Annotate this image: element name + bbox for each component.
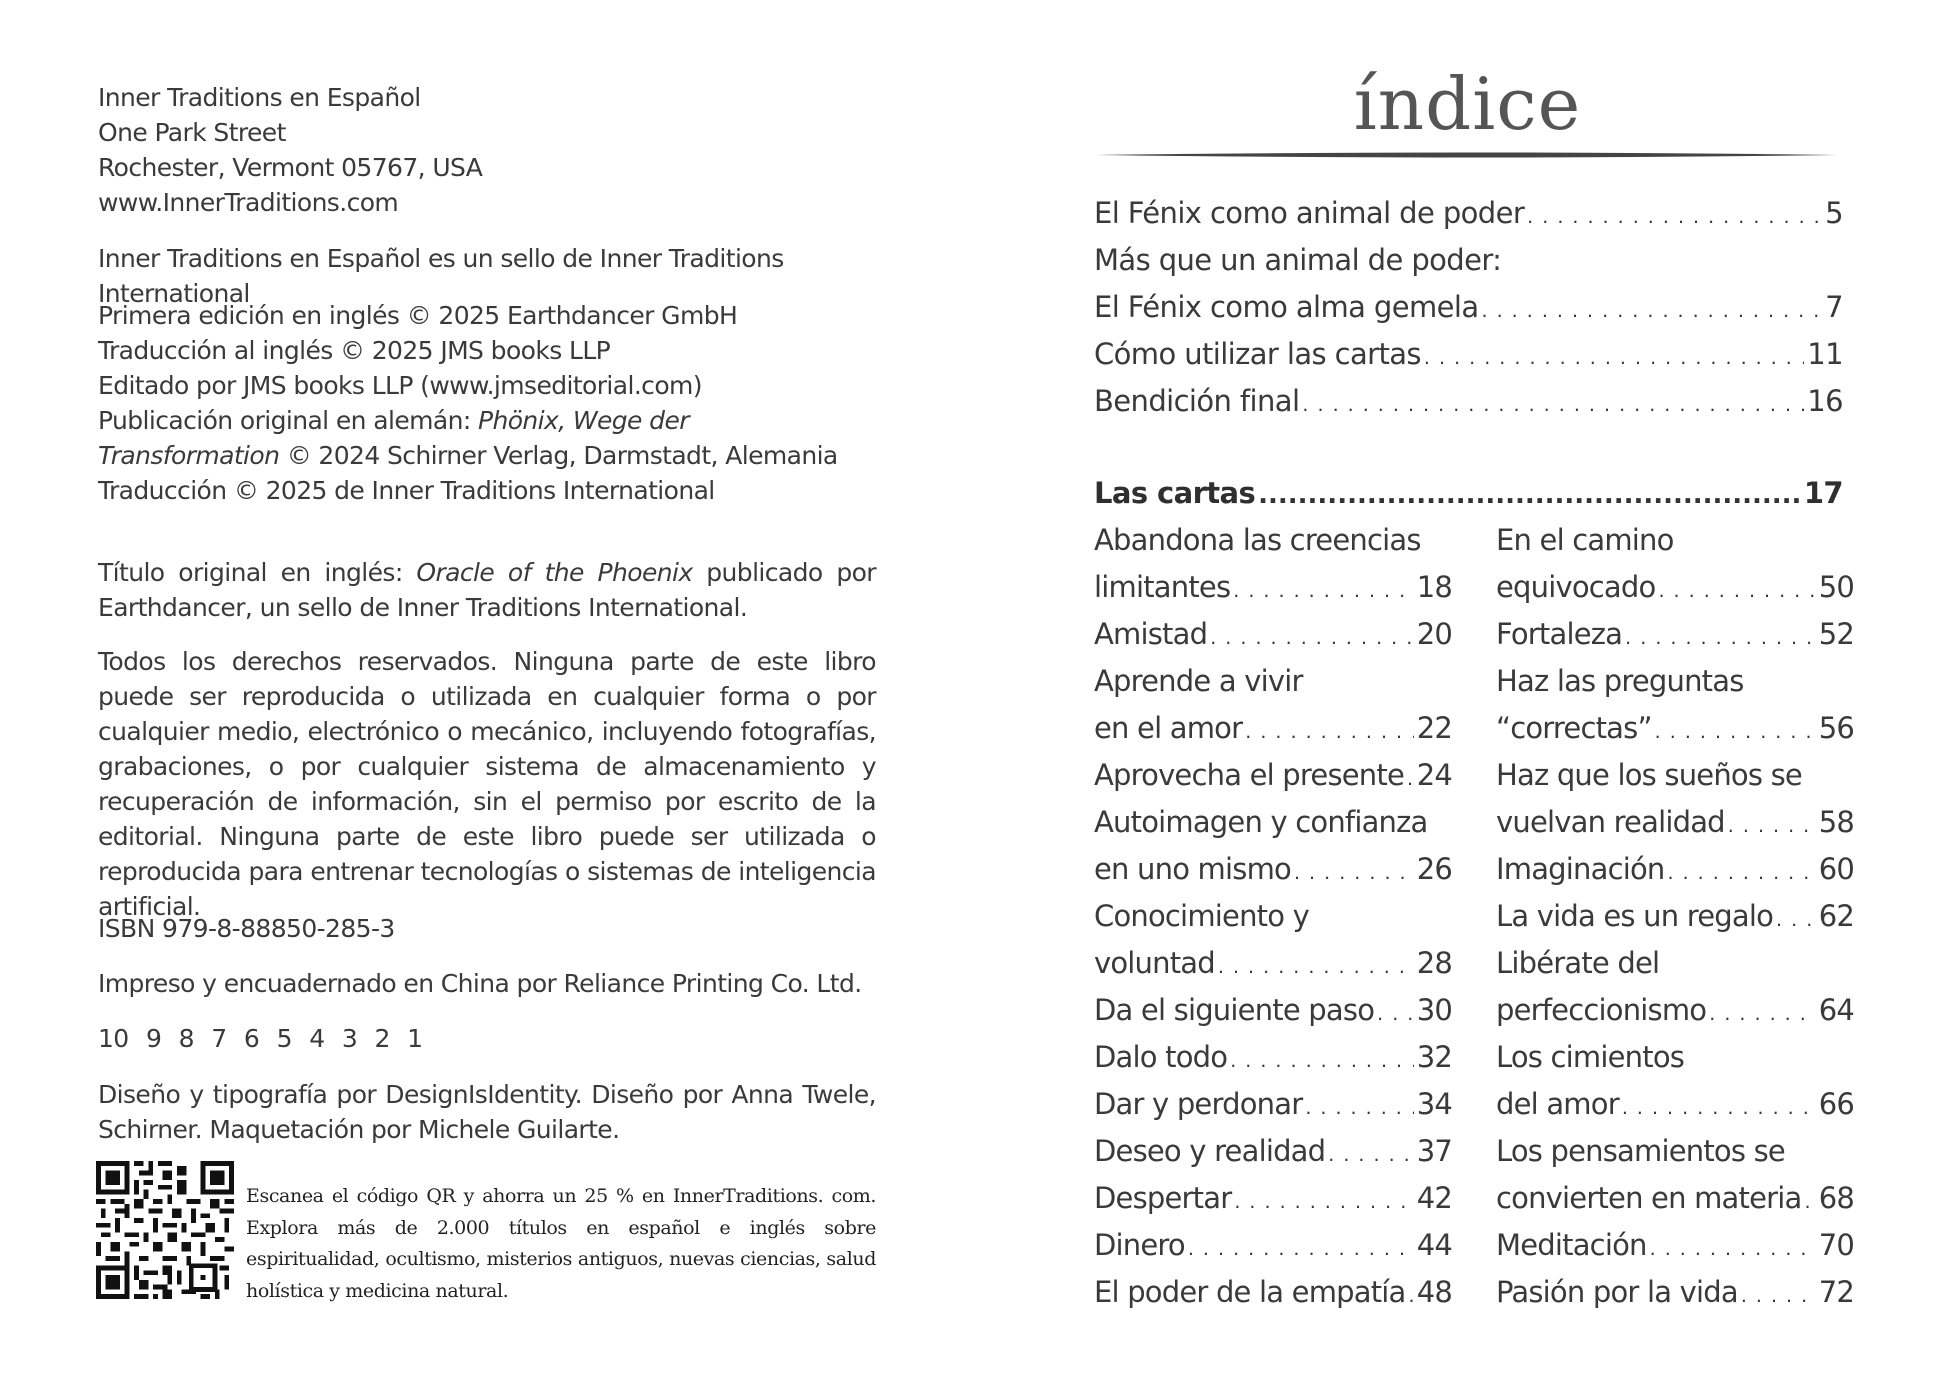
toc-entry[interactable] xyxy=(1094,564,1452,611)
toc-entry-page: 28 xyxy=(1416,946,1452,980)
toc-entry[interactable] xyxy=(1496,1128,1854,1175)
toc-entry-page: 30 xyxy=(1416,993,1452,1027)
address-line: www.InnerTraditions.com xyxy=(98,188,399,217)
edition-text: © 2024 Schirner Verlag, Darmstadt, Alemania xyxy=(279,441,838,470)
toc-entry[interactable] xyxy=(1094,987,1452,1034)
toc-entry[interactable] xyxy=(1094,893,1452,940)
original-title-italic: Transformation xyxy=(98,441,280,470)
edition-info xyxy=(98,298,876,508)
toc-entry-page: 62 xyxy=(1818,899,1854,933)
toc-entry-title: Conocimiento y xyxy=(1094,899,1309,933)
toc-entry-title: equivocado xyxy=(1496,570,1656,604)
toc-leader xyxy=(1668,850,1816,897)
toc-entry-title: El Fénix como alma gemela xyxy=(1094,290,1479,324)
toc-entry[interactable] xyxy=(1094,1081,1452,1128)
toc-leader xyxy=(1650,1226,1816,1273)
toc-entry-title: Da el siguiente paso xyxy=(1094,993,1375,1027)
toc-leader xyxy=(1218,944,1414,991)
toc-entry-title: Dalo todo xyxy=(1094,1040,1228,1074)
toc-entry[interactable] xyxy=(1496,893,1854,940)
toc-entry-page: 60 xyxy=(1818,852,1854,886)
title-prefix: Título original en inglés: xyxy=(98,558,417,587)
toc-entry-title: “correctas” xyxy=(1496,711,1652,745)
qr-code-icon[interactable] xyxy=(96,1161,234,1299)
toc-entry-page: 72 xyxy=(1818,1275,1854,1309)
toc-entry-page: 70 xyxy=(1818,1228,1854,1262)
toc-entry[interactable] xyxy=(1094,752,1452,799)
heading-divider xyxy=(1096,150,1838,160)
address-line: Inner Traditions en Español xyxy=(98,83,421,112)
toc-entry[interactable] xyxy=(1094,331,1843,378)
toc-leader xyxy=(1294,850,1414,897)
toc-leader xyxy=(1625,615,1816,662)
toc-entry-page: 18 xyxy=(1416,570,1452,604)
toc-entry[interactable] xyxy=(1094,190,1843,237)
toc-entry-title: Libérate del xyxy=(1496,946,1660,980)
toc-entry[interactable] xyxy=(1094,846,1452,893)
toc-entry-title: El Fénix como animal de poder xyxy=(1094,196,1525,230)
toc-entry-page: 20 xyxy=(1416,617,1452,651)
toc-leader xyxy=(1709,991,1815,1038)
imprint-note: Inner Traditions en Español es un sello de Inner Traditions International xyxy=(98,244,784,308)
toc-leader xyxy=(1409,1273,1414,1320)
cards-list-column-1 xyxy=(1094,517,1452,1316)
toc-entry[interactable] xyxy=(1496,940,1854,987)
toc-entry-title: voluntad xyxy=(1094,946,1215,980)
index-page xyxy=(978,0,1957,1395)
toc-entry-title: Autoimagen y confianza xyxy=(1094,805,1428,839)
toc-entry-title: Aprende a vivir xyxy=(1094,664,1303,698)
original-title-note xyxy=(98,555,876,625)
edition-text: Publicación original en alemán: xyxy=(98,406,478,435)
toc-entry-title: Fortaleza xyxy=(1496,617,1623,651)
toc-entry[interactable] xyxy=(1496,846,1854,893)
toc-entry-page: 66 xyxy=(1818,1087,1854,1121)
toc-entry[interactable] xyxy=(1496,705,1854,752)
toc-leader xyxy=(1188,1226,1414,1273)
toc-entry[interactable] xyxy=(1094,940,1452,987)
toc-entry[interactable] xyxy=(1496,987,1854,1034)
toc-leader xyxy=(1424,335,1804,382)
toc-leader xyxy=(1805,1179,1816,1226)
toc-entry-page: 42 xyxy=(1416,1181,1452,1215)
toc-entry-page: 34 xyxy=(1416,1087,1452,1121)
edition-line: Traducción al inglés © 2025 JMS books LLP xyxy=(98,336,611,365)
edition-line: Traducción © 2025 de Inner Traditions International xyxy=(98,476,715,505)
publisher-address xyxy=(98,80,876,220)
toc-leader xyxy=(1527,194,1822,241)
toc-entry-page: 64 xyxy=(1818,993,1854,1027)
toc-entry-title: Imaginación xyxy=(1496,852,1665,886)
toc-entry-title: Haz que los sueños se xyxy=(1496,758,1802,792)
toc-entry[interactable] xyxy=(1094,799,1452,846)
cards-list-column-2 xyxy=(1496,517,1854,1316)
original-title-italic: Phönix, Wege der xyxy=(477,406,689,435)
toc-entry-title: Amistad xyxy=(1094,617,1208,651)
edition-line xyxy=(98,438,876,473)
toc-entry-title: convierten en materia xyxy=(1496,1181,1802,1215)
toc-entry[interactable] xyxy=(1496,564,1854,611)
isbn: ISBN 979-8-88850-285-3 xyxy=(98,914,395,943)
toc-entry-title: Aprovecha el presente xyxy=(1094,758,1404,792)
toc-entry-page: 24 xyxy=(1416,758,1452,792)
toc-entry-title: Abandona las creencias xyxy=(1094,523,1421,557)
toc-leader xyxy=(1728,803,1816,850)
toc-leader xyxy=(1245,709,1413,756)
toc-leader xyxy=(1233,568,1413,615)
toc-leader xyxy=(1328,1132,1413,1179)
toc-entry[interactable] xyxy=(1496,658,1854,705)
index-heading: índice xyxy=(1353,62,1582,146)
toc-leader xyxy=(1655,709,1816,756)
toc-entry[interactable] xyxy=(1094,611,1452,658)
toc-entry[interactable] xyxy=(1496,1222,1854,1269)
toc-entry-page: 22 xyxy=(1416,711,1452,745)
toc-entry-page: 7 xyxy=(1825,290,1843,324)
toc-entry[interactable] xyxy=(1094,284,1843,331)
toc-entry-title: Los cimientos xyxy=(1496,1040,1685,1074)
toc-leader xyxy=(1776,897,1816,944)
toc-entry[interactable] xyxy=(1094,1128,1452,1175)
printing-info: Impreso y encuadernado en China por Reliance Printing Co. Ltd. xyxy=(98,969,862,998)
toc-leader xyxy=(1407,756,1414,803)
toc-entry[interactable] xyxy=(1094,237,1843,284)
toc-entry[interactable] xyxy=(1496,517,1854,564)
toc-entry-title: Dinero xyxy=(1094,1228,1185,1262)
toc-leader xyxy=(1234,1179,1413,1226)
toc-entry-title: Más que un animal de poder: xyxy=(1094,243,1502,277)
toc-entry[interactable] xyxy=(1496,799,1854,846)
toc-entry-page: 58 xyxy=(1818,805,1854,839)
toc-entry-page: 37 xyxy=(1416,1134,1452,1168)
toc-entry-page: 68 xyxy=(1818,1181,1854,1215)
toc-leader xyxy=(1258,472,1801,519)
toc-entry-title: Meditación xyxy=(1496,1228,1647,1262)
toc-entry-title: Despertar xyxy=(1094,1181,1232,1215)
toc-entry[interactable] xyxy=(1094,1034,1452,1081)
toc-entry-page: 52 xyxy=(1818,617,1854,651)
toc-entry-title: en uno mismo xyxy=(1094,852,1291,886)
toc-entry-page: 5 xyxy=(1825,196,1843,230)
toc-entry[interactable] xyxy=(1094,517,1452,564)
toc-section-title: Las cartas xyxy=(1094,476,1256,510)
toc-entry-title: vuelvan realidad xyxy=(1496,805,1725,839)
address-line: One Park Street xyxy=(98,118,286,147)
copyright-page xyxy=(0,0,978,1395)
toc-entry[interactable] xyxy=(1496,1269,1854,1316)
toc-entry[interactable] xyxy=(1094,1175,1452,1222)
toc-entry-page: 44 xyxy=(1416,1228,1452,1262)
table-of-contents xyxy=(1094,190,1843,425)
toc-entry-title: Bendición final xyxy=(1094,384,1300,418)
toc-entry[interactable] xyxy=(1496,1081,1854,1128)
title-suffix: publicado por Earthdancer, un sello de Inner Traditions International. xyxy=(98,558,876,622)
toc-leader xyxy=(1622,1085,1816,1132)
toc-entry-title: limitantes xyxy=(1094,570,1231,604)
toc-entry-title: El poder de la empatía xyxy=(1094,1275,1406,1309)
toc-entry-page: 48 xyxy=(1416,1275,1452,1309)
toc-entry-title: en el amor xyxy=(1094,711,1243,745)
toc-entry[interactable] xyxy=(1094,378,1843,425)
qr-promo-text: Escanea el código QR y ahorra un 25 % en InnerTraditions. com. Explora más de 2.000 títulos en español e inglés sobre espiritualidad, ocultismo, misterios antiguos, nuevas ciencias, salud holística y medicina natural. xyxy=(246,1185,876,1302)
toc-entry-page: 32 xyxy=(1416,1040,1452,1074)
address-line: Rochester, Vermont 05767, USA xyxy=(98,153,483,182)
toc-entry[interactable] xyxy=(1094,1269,1452,1316)
toc-entry-title: Pasión por la vida xyxy=(1496,1275,1738,1309)
toc-section-cartas[interactable] xyxy=(1094,470,1843,517)
design-credits: Diseño y tipografía por DesignIsIdentity. Diseño por Anna Twele, Schirner. Maquetación por Michele Guilarte. xyxy=(98,1080,876,1144)
rights-notice: Todos los derechos reservados. Ninguna parte de este libro puede ser reproducida o utilizada en cualquier forma o por cualquier medio, electrónico o mecánico, incluyendo fotografías, grabaciones, o por cualquier sistema de almacenamiento y recuperación de información, sin el permiso por escrito de la editorial. Ninguna parte de este libro puede ser utilizada o reproducida para entrenar tecnologías o sistemas de inteligencia artificial. xyxy=(98,647,876,921)
toc-entry-title: Dar y perdonar xyxy=(1094,1087,1303,1121)
title-italic: Oracle of the Phoenix xyxy=(416,558,693,587)
toc-entry[interactable] xyxy=(1094,658,1452,705)
toc-entry[interactable] xyxy=(1496,611,1854,658)
toc-entry-page: 50 xyxy=(1818,570,1854,604)
edition-line: Primera edición en inglés © 2025 Earthdancer GmbH xyxy=(98,301,738,330)
toc-entry-page: 56 xyxy=(1818,711,1854,745)
toc-entry-title: Haz las preguntas xyxy=(1496,664,1744,698)
toc-entry-page: 16 xyxy=(1807,384,1843,418)
toc-leader xyxy=(1230,1038,1414,1085)
toc-leader xyxy=(1658,568,1815,615)
toc-section-page: 17 xyxy=(1803,476,1843,510)
toc-entry-page: 11 xyxy=(1807,337,1843,371)
toc-leader xyxy=(1305,1085,1413,1132)
toc-entry-title: del amor xyxy=(1496,1087,1619,1121)
toc-entry[interactable] xyxy=(1094,705,1452,752)
toc-entry-title: Deseo y realidad xyxy=(1094,1134,1326,1168)
print-numbers: 10 9 8 7 6 5 4 3 2 1 xyxy=(98,1024,423,1053)
toc-entry[interactable] xyxy=(1094,1222,1452,1269)
toc-entry-title: Cómo utilizar las cartas xyxy=(1094,337,1421,371)
edition-line xyxy=(98,403,876,438)
toc-leader xyxy=(1377,991,1414,1038)
toc-leader xyxy=(1210,615,1413,662)
toc-entry[interactable] xyxy=(1496,1175,1854,1222)
toc-leader xyxy=(1482,288,1823,335)
toc-leader xyxy=(1302,382,1804,429)
toc-entry-page: 26 xyxy=(1416,852,1452,886)
edition-line: Editado por JMS books LLP (www.jmseditorial.com) xyxy=(98,371,702,400)
toc-entry-title: En el camino xyxy=(1496,523,1674,557)
toc-entry-title: perfeccionismo xyxy=(1496,993,1707,1027)
toc-leader xyxy=(1741,1273,1816,1320)
toc-section-row[interactable] xyxy=(1094,470,1843,517)
toc-entry-title: La vida es un regalo xyxy=(1496,899,1774,933)
toc-entry[interactable] xyxy=(1496,752,1854,799)
toc-entry[interactable] xyxy=(1496,1034,1854,1081)
toc-entry-title: Los pensamientos se xyxy=(1496,1134,1785,1168)
